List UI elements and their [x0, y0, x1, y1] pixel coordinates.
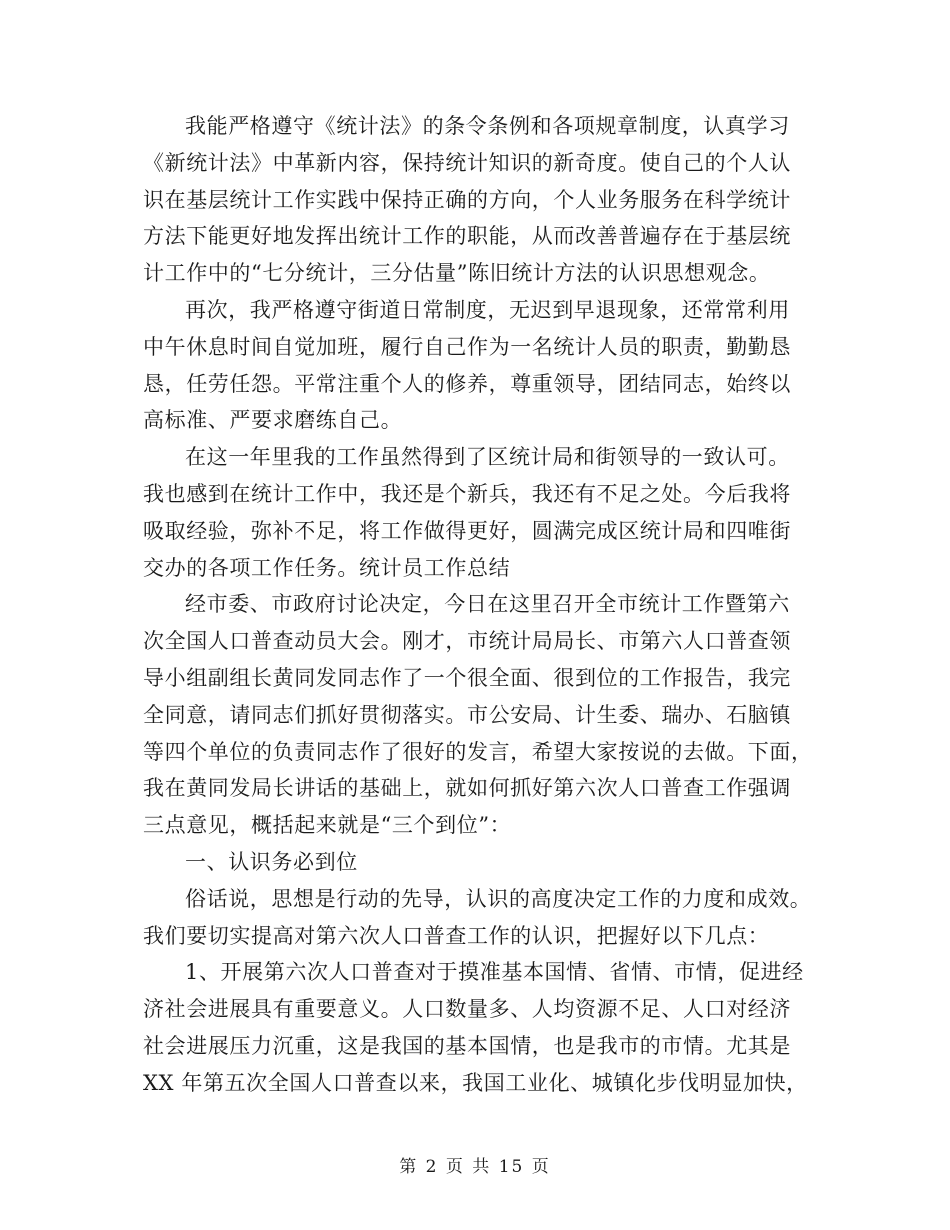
text-line: 恳，任劳任怨。平常注重个人的修养，尊重领导，团结同志，始终以 [143, 371, 791, 396]
text-line: XX 年第五次全国人口普查以来，我国工业化、城镇化步伐明显加快， [143, 1070, 808, 1095]
text-line: 经市委、市政府讨论决定，今日在这里召开全市统计工作暨第六 [185, 592, 790, 617]
section-heading: 一、认识务必到位 [185, 849, 358, 874]
text-line: 识在基层统计工作实践中保持正确的方向，个人业务服务在科学统计 [143, 187, 791, 212]
text-line: 社会进展压力沉重，这是我国的基本国情，也是我市的市情。尤其是 [143, 1033, 791, 1058]
body-text [143, 108, 823, 1102]
text-line: 我也感到在统计工作中，我还是个新兵，我还有不足之处。今后我将 [143, 481, 791, 506]
text-line: 次全国人口普查动员大会。刚才，市统计局局长、市第六人口普查领 [143, 629, 791, 654]
text-line: 我能严格遵守《统计法》的条令条例和各项规章制度，认真学习 [185, 114, 790, 138]
text-line: 在这一年里我的工作虽然得到了区统计局和街领导的一致认可。 [185, 445, 790, 470]
text-line: 1、开展第六次人口普查对于摸准基本国情、省情、市情，促进经 [185, 960, 804, 985]
text-line: 导小组副组长黄同发同志作了一个很全面、很到位的工作报告，我完 [143, 665, 791, 690]
text-line: 济社会进展具有重要意义。人口数量多、人均资源不足、人口对经济 [143, 997, 791, 1022]
text-line: 计工作中的“七分统计，三分估量”陈旧统计方法的认识思想观念。 [143, 261, 771, 286]
text-line: 吸取经验，弥补不足，将工作做得更好，圆满完成区统计局和四唯街 [143, 518, 791, 543]
page-number-footer: 第 2 页 共 15 页 [399, 1157, 551, 1177]
text-line: 三点意见，概括起来就是“三个到位”： [143, 813, 512, 838]
text-line: 中午休息时间自觉加班，履行自己作为一名统计人员的职责，勤勤恳 [143, 334, 791, 359]
text-line: 交办的各项工作任务。统计员工作总结 [143, 555, 511, 580]
text-line: 我们要切实提高对第六次人口普查工作的认识，把握好以下几点： [143, 923, 770, 948]
text-line: 全同意，请同志们抓好贯彻落实。市公安局、计生委、瑞办、石脑镇 [143, 702, 791, 727]
text-line: 高标准、严要求磨练自己。 [143, 408, 403, 433]
text-line: 再次，我严格遵守街道日常制度，无迟到早退现象，还常常利用 [185, 297, 790, 322]
text-line: 我在黄同发局长讲话的基础上，就如何抓好第六次人口普查工作强调 [143, 776, 791, 801]
text-line: 《新统计法》中革新内容，保持统计知识的新奇度。使自己的个人认 [143, 150, 791, 175]
text-line: 方法下能更好地发挥出统计工作的职能，从而改善普遍存在于基层统 [143, 224, 791, 249]
text-line: 俗话说，思想是行动的先导，认识的高度决定工作的力度和成效。 [185, 886, 812, 911]
text-line: 等四个单位的负责同志作了很好的发言，希望大家按说的去做。下面， [143, 739, 813, 764]
